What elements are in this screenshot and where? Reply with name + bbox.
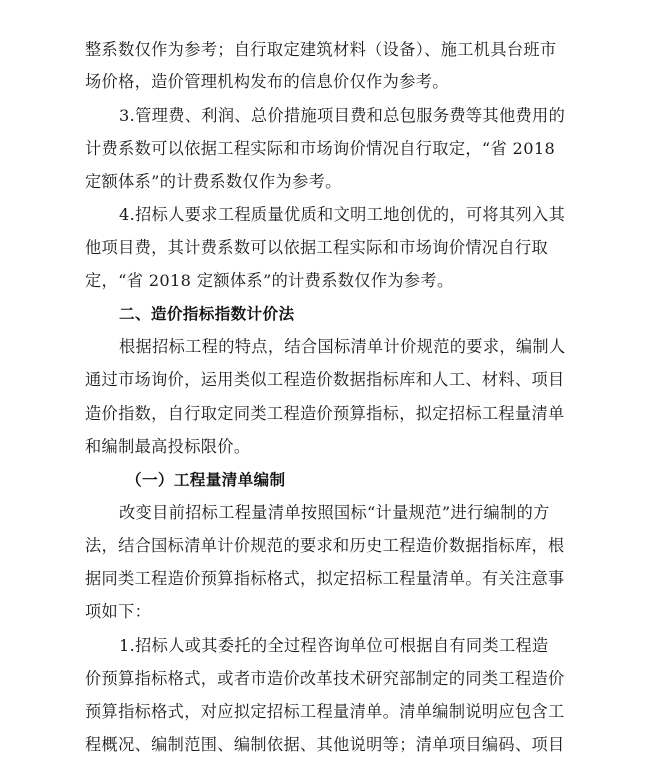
text-line: 3.管理费、利润、总价措施项目费和总包服务费等其他费用的 (119, 106, 566, 125)
text-line: 程概况、编制范围、编制依据、其他说明等；清单项目编码、项目 (85, 735, 565, 754)
text-line: 定额体系”的计费系数仅作为参考。 (85, 172, 342, 191)
text-line: 场价格，造价管理机构发布的信息价仅作为参考。 (85, 72, 449, 91)
text-line: 整系数仅作为参考；自行取定建筑材料（设备）、施工机具台班市 (85, 40, 557, 59)
section-heading: 二、造价指标指数计价法 (119, 305, 295, 323)
text-line: 计费系数可以依据工程实际和市场询价情况自行取定，“省 2018 (85, 139, 556, 158)
text-line: 和编制最高投标限价。 (85, 437, 251, 456)
text-line: 据同类工程造价预算指标格式，拟定招标工程量清单。有关注意事 (85, 569, 565, 588)
text-line: 1.招标人或其委托的全过程咨询单位可根据自有同类工程造 (119, 636, 549, 655)
text-line: 项如下： (85, 602, 152, 621)
text-line: 通过市场询价，运用类似工程造价数据指标库和人工、材料、项目 (85, 370, 565, 389)
text-line: 根据招标工程的特点，结合国标清单计价规范的要求，编制人 (119, 337, 566, 356)
text-line: 4.招标人要求工程质量优质和文明工地创优的，可将其列入其 (119, 205, 566, 224)
text-line: 造价指数，自行取定同类工程造价预算指标，拟定招标工程量清单 (85, 404, 565, 423)
text-line: 法，结合国标清单计价规范的要求和历史工程造价数据指标库，根 (85, 536, 565, 555)
text-line: 预算指标格式，对应拟定招标工程量清单。清单编制说明应包含工 (85, 702, 565, 721)
text-line: 改变目前招标工程量清单按照国标“计量规范”进行编制的方 (119, 503, 550, 522)
text-line: 价预算指标格式，或者市造价改革技术研究部制定的同类工程造价 (85, 669, 565, 688)
text-line: 他项目费，其计费系数可以依据工程实际和市场询价情况自行取 (85, 238, 549, 257)
subsection-heading: （一）工程量清单编制 (126, 471, 286, 489)
text-line: 定，“省 2018 定额体系”的计费系数仅作为参考。 (85, 271, 454, 290)
